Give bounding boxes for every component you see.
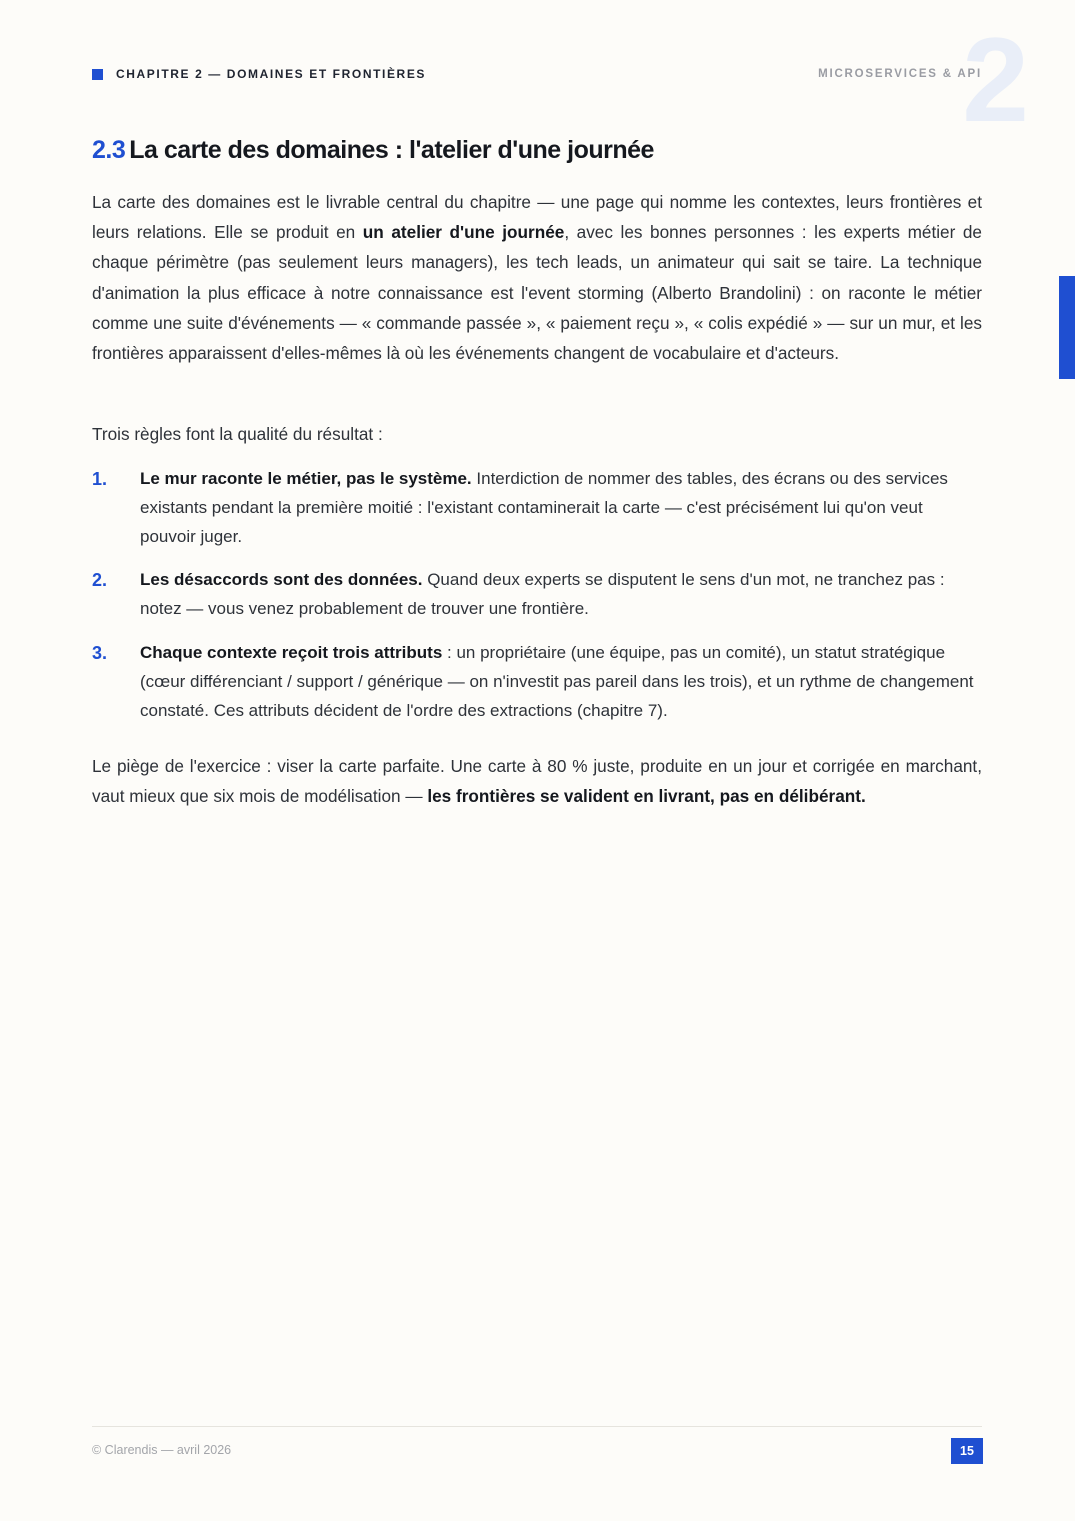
- chapter-marker-square: [92, 69, 103, 80]
- intro-emphasis: un atelier d'une journée: [362, 222, 565, 243]
- rule-text: Quand deux experts se disputent le sens d'un mot, ne tranchez pas : notez — vous venez probablement de trouver une frontière.: [140, 570, 945, 619]
- rule-number: 1.: [92, 469, 108, 489]
- rule-number: 3.: [92, 642, 108, 663]
- footer-divider: [92, 1426, 982, 1427]
- conclusion-emphasis: les frontières se valident en livrant, pas en délibérant.: [427, 786, 866, 807]
- rule-text: Interdiction de nommer des tables, des écrans ou des services existants pendant la première moitié : l'existant contaminerait la carte — c'est précisément lui qu'on veut pouvoir juger.: [140, 469, 948, 546]
- rule-lead: Chaque contexte reçoit trois attributs: [140, 642, 443, 662]
- intro-text-1: La carte des domaines est le livrable central du chapitre — une page qui nomme les contextes, leurs frontières et leurs relations. Elle se produit en: [92, 192, 982, 243]
- rule-text: : un propriétaire (une équipe, pas un comité), un statut stratégique (cœur différenciant / support / générique — on n'investit pas pareil dans les trois), et un rythme de changement constaté. Ces attributs décident de l'ordre des extractions (chapitre 7).: [140, 642, 974, 720]
- rules-list: [92, 465, 982, 740]
- page-number-badge: 15: [951, 1438, 983, 1464]
- list-item: [92, 465, 982, 551]
- rule-lead: Le mur raconte le métier, pas le système.: [140, 469, 472, 488]
- section-title-text: La carte des domaines : l'atelier d'une journée: [129, 136, 654, 164]
- chapter-side-tab: [1059, 276, 1075, 379]
- chapter-numeral-watermark: 2: [962, 13, 1029, 147]
- rule-number: 2.: [92, 570, 108, 591]
- section-heading: [92, 136, 982, 165]
- chapter-label: CHAPITRE 2 — DOMAINES ET FRONTIÈRES: [116, 67, 427, 81]
- rule-lead: Les désaccords sont des données.: [140, 570, 423, 590]
- footer-copyright: © Clarendis — avril 2026: [92, 1443, 232, 1457]
- intro-paragraph: [92, 187, 982, 368]
- section-number: 2.3: [92, 136, 126, 164]
- conclusion-paragraph: [92, 751, 982, 811]
- rules-intro: Trois règles font la qualité du résultat :: [92, 424, 383, 444]
- running-header-chapter: [92, 67, 426, 81]
- running-header-series: MICROSERVICES & API: [818, 68, 982, 80]
- conclusion-text: Le piège de l'exercice : viser la carte parfaite. Une carte à 80 % juste, produite en un jour et corrigée en marchant, vaut mieux que six mois de modélisation —: [92, 756, 982, 807]
- list-item: [92, 566, 982, 624]
- list-item: [92, 639, 982, 725]
- intro-text-2: , avec les bonnes personnes : les experts métier de chaque périmètre (pas seulement leurs managers), les tech leads, un animateur qui sait se taire. La technique d'animation la plus efficace à notre connaissance est l'event storming (Alberto Brandolini) : on raconte le métier comme une suite d'événements — « commande passée », « paiement reçu », « colis expédié » — sur un mur, et les frontières apparaissent d'elles-mêmes là où les événements changent de vocabulaire et d'acteurs.: [92, 222, 982, 364]
